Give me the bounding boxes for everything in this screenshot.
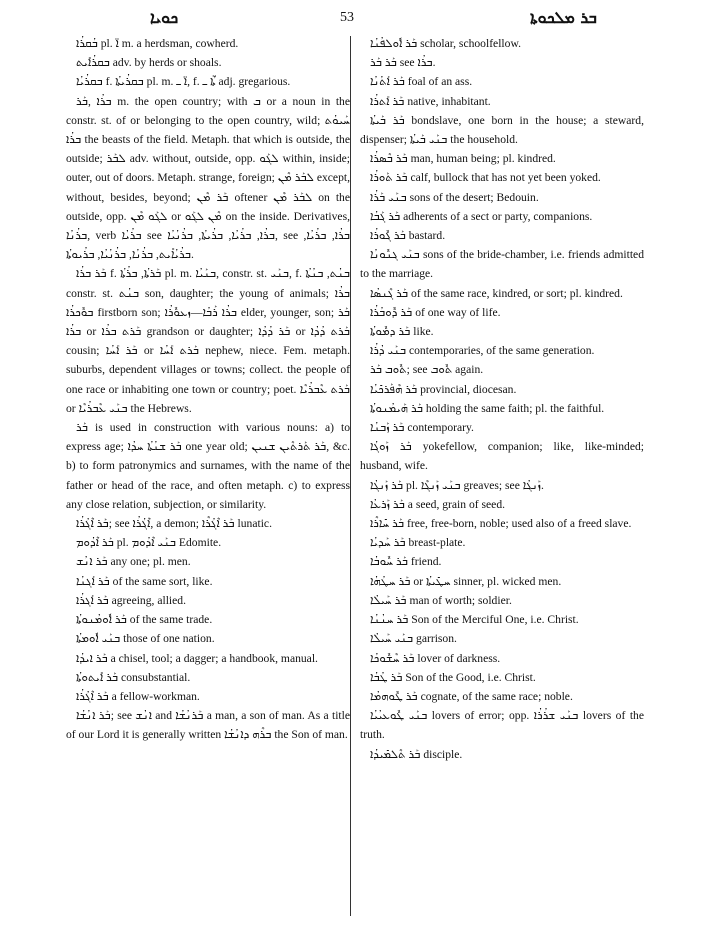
entry: ܒܰܪ ܐܢܳܫ any one; pl. men. bbox=[76, 555, 191, 569]
entry: ܒܰܪ ܕܽܘܒܳܪܳܐ of one way of life. bbox=[370, 305, 501, 319]
entry: ܒܰܪ ܒܰܪ see ܒܪܳܐ. bbox=[370, 56, 436, 70]
entry: ܒܳܩܪܳܐ pl. ܐ̈ m. a herdsman, cowherd. bbox=[76, 37, 239, 50]
entry: ܬܽܘܒ ܒܰܪ; see ܬܽܘܒ again. bbox=[370, 363, 484, 377]
left-column bbox=[66, 34, 350, 745]
entry: ܒܰܪ ܗܰܝܡܳܢܘܬܳܐ holding the same faith; pl. the faithful. bbox=[370, 401, 605, 415]
entry: ܒܩܪܳܝܳܐ f. ܒܩܪܳܝܬܳܐ pl. m. ܐ̈ ـ, f. ܬ̈ܳܐ ـ adj. gregarious. bbox=[76, 75, 291, 89]
entry: ܒܰܪ ܒܰܝܬܳܐ bondslave, one born in the house; a steward, dispenser; ܒܢܰܝ ܒܰܝܬܳܐ the household. bbox=[360, 113, 644, 147]
running-head-right: ܒܪ ܡܠܟܘܬܐ bbox=[530, 8, 597, 27]
entry: ܒܰܪ ܐܺܝܬܘܬܳܐ consubstantial. bbox=[76, 670, 191, 684]
entry: ܒܰܪ ܙܰܪܥܳܐ a seed, grain of seed. bbox=[370, 497, 506, 511]
entry: ܒܰܪ ܬܶܠܡܺܝܕܳܐ disciple. bbox=[370, 747, 463, 761]
entry: ܒܩܪܳܐܺܝܬ adv. by herds or shoals. bbox=[76, 56, 222, 70]
entry: ܒܰܪ ܐܽܘܡܳܢܘܬܳܐ of the same trade. bbox=[76, 613, 213, 627]
entry: ܒܰܪ ܐܶܓܳܪܳܐ; see ܐܶܓܳܪܳܐ, a demon; ܒܰܪ ܐܶܓܳܪܶܐ lunatic. bbox=[76, 517, 272, 531]
entry: ܒܢܰܝ ܐܽܘܡܬܳܐ those of one nation. bbox=[76, 632, 215, 646]
entry: ܒܰܪ ܚܽܘܒܳܐ friend. bbox=[370, 555, 442, 569]
entry: ܒܰܪ ܐܰܓܪܳܐ agreeing, allied. bbox=[76, 593, 186, 607]
entry: ܒܢܰܝ ܚܰܝܠܳܐ garrison. bbox=[370, 632, 457, 646]
entry: ܒܰܪ ܛܳܒܳܐ Son of the Good, i.e. Christ. bbox=[370, 670, 536, 684]
entry: ܒܰܪ ܐܰܬܪܳܐ native, inhabitant. bbox=[370, 94, 491, 108]
entry: ܒܰܪ ܚܰܕܝܳܐ breast-plate. bbox=[370, 536, 466, 550]
right-column bbox=[360, 34, 644, 764]
entry: ܒܰܪ is used in construction with various nouns: a) to express age; ܒܰܪ ܫܢܳܬܳܐ ܚܕܳܐ one year old; ܒܰܪ ܬܰܪܬܶܝܢ ܫܢܝܢ, &c. b) to form patronymics and surnames, with the name of the father or head of the race, and often metaph. c) to express any close relation, subjection, or similarity. bbox=[66, 421, 350, 511]
page-header bbox=[0, 8, 704, 30]
entry: ܒܰܪ ܐܶܓܳܪܳܐ a fellow-workman. bbox=[76, 689, 200, 703]
entry: ܒܰܪ ܐܢܳܫܳܐ; see ܐܢܳܫ and ܒܰܪܢܳܫܳܐ a man, a son of man. As a title of our Lord it is generally written ܒܪܶܗ ܕܐܢܳܫܳܐ the Son of man. bbox=[66, 709, 350, 742]
entry: ܒܰܪ ܬܰܘܪܳܐ calf, bullock that has not yet been yoked. bbox=[370, 171, 601, 185]
column-divider bbox=[350, 36, 351, 916]
entry: ܒܰܪ ܚܛܳܗܳܐ or ܚܛܺܝܬܳܐ sinner, pl. wicked men. bbox=[370, 574, 562, 588]
entry: ܒܰܪ ܐܽܘܠܦܳܢܳܐ scholar, schoolfellow. bbox=[370, 37, 521, 50]
entry: ܒܰܪ ܕܡܽܘܬܳܐ like. bbox=[370, 325, 434, 339]
entry: ܒܰܪ ܛܽܘܗܡܳܐ cognate, of the same race; noble. bbox=[370, 689, 573, 703]
entry: ܒܰܪ ܓܰܒܳܐ adherents of a sect or party, companions. bbox=[370, 209, 593, 223]
entry: ܒܰܪ ܚܺܐܪܶܐ free, free-born, noble; used also of a freed slave. bbox=[370, 517, 632, 531]
entry: ܒܰܪ ܚܰܝܠܳܐ man of worth; soldier. bbox=[370, 593, 512, 607]
entry: ܒܪܳܐ ,ܒܰܪ m. the open country; with ܒ or a noun in the constr. st. of or belonging to the open country, wild; ܚܰܝܘܳܬ ܒܪܳܐ the beasts of the field. Metaph. that which is outside, the outside; ܠܒܰܪ adv. without, outside, opp. ܠܓܰܘ within, inside; outer, out of doors. Metaph. strange, foreign; ܠܒܰܪ ܡܶܢ except, without, besides, beyond; ܒܰܪ ܡܶܢ oftener ܠܒܰܪ ܡܶܢ on the outside, opp. ܠܓܰܘ ܡܶܢ or ܡܶܢ ܠܓܰܘ on the inside. Derivatives, ܒܪܳܢܳܐ, verb ܒܪܳܝܳܐ see ܒܪܳܐ, ܒܪܳܝܳܐ, ܒܪܳܝܬܳܐ, ܒܪܳܢܳܝܳܐ, see ܒܪܳܐ, ܒܪܳܝܳܐ, ܒܪܳܝܳܐܺܝܬ, ܒܪܳܢܳܐ, ܒܪܳܢܳܝܳܐ, ܒܪܳܝܘܬܳܐ. bbox=[66, 94, 351, 262]
entry: ܒܢܰܝ ܓܢܽܘܢܳܐ sons of the bride-chamber, i.e. friends admitted to the marriage. bbox=[360, 248, 644, 281]
entry: ܒܰܪ ܐܰܬܳܢܳܐ foal of an ass. bbox=[370, 75, 473, 89]
entry: ܒܰܪ ܓܽܘܪܳܐ bastard. bbox=[370, 229, 446, 243]
entry: ܒܰܪ ܒܶܣܪܳܐ man, human being; pl. kindred. bbox=[370, 152, 556, 166]
entry: ܒܢܰܝ ܒܰܪܳܐ sons of the desert; Bedouin. bbox=[370, 190, 539, 204]
entry: ܒܢܰܝ ܕܳܪܳܐ contemporaries, of the same generation. bbox=[370, 344, 595, 358]
entry: ܒܰܪ ܒܪܳܐ f. ܒܰܪܬܳܐ, ܒܪܳܬܳܐ pl. m. ܒܢܰܝܳܐ, constr. st. ܒܢܰܝ, f. ܒܢܳܬ, ܒܢܳܬܳܐ constr. st. ܒܢܳܬ son, daughter; the young of animals; ܒܪܳܐ ܒܘܽܟܪܳܐ firstborn son; ܒܪܳܐ ܪܰܒܳܐ—ܙܥܘܽܪܳܐ elder, younger, son; ܒܰܪ ܒܪܳܐ or ܒܰܪܬ ܒܪܳܐ grandson or daughter; ܒܰܪ ܕܳܕܳܐ or ܒܰܪܬ ܕܳܕܳܐ cousin; ܒܰܪ ܐܰܚܳܐ or ܒܰܪܬ ܐܰܚܳܐ nephew, niece. Fem. metaph. suburbs, dependent villages or towns; collect. the people of one race or inhabiting one town or country; poet. ܒܰܪܬ ܥܶܒܪܳܝܶܐ or ܒܢܰܝ ܥܶܒܪܳܝܶܐ the Hebrews. bbox=[66, 267, 351, 415]
entry: ܒܰܪ ܙܰܘܓܳܐ yokefellow, companion; like, like-minded; husband, wife. bbox=[360, 440, 644, 473]
entry: ܒܰܪ ܐܰܓܢܳܐ of the same sort, like. bbox=[76, 574, 213, 588]
entry: ܒܢܰܝ ܛܽܘܥܝܳܝܳܐ lovers of error; opp. ܒܢܰܝ ܫܪܳܪܳܐ lovers of the truth. bbox=[360, 709, 644, 742]
entry: ܒܰܪ ܚܢܳܢܳܐ Son of the Merciful One, i.e. Christ. bbox=[370, 613, 579, 627]
entry: ܒܰܪ ܓܶܢܣܳܐ of the same race, kindred, or sort; pl. kindred. bbox=[370, 286, 623, 300]
entry: ܒܰܪ ܐܝܕܳܐ a chisel, tool; a dagger; a handbook, manual. bbox=[76, 651, 318, 665]
entry: ܒܰܪ ܙܰܢܓܳܐ pl. ܒܢܰܝ ܙܰܢܓܶܐ greaves; see ܙܰܢܓܳܐ. bbox=[370, 478, 544, 492]
entry: ܒܰܪ ܚܶܫܽܘܟܳܐ lover of darkness. bbox=[370, 651, 501, 665]
entry: ܒܰܪ ܗܶܦܰܪܟܺܝܳܐ provincial, diocesan. bbox=[370, 382, 517, 396]
entry: ܒܰܪ ܐܶܕܳܘܡ pl. ܒܢܰܝ ܐܶܕܳܘܡ Edomite. bbox=[76, 536, 222, 550]
running-head-left: ܟܘܝܐ bbox=[150, 8, 179, 27]
entry: ܒܰܪ ܙܰܒܢܳܐ contemporary. bbox=[370, 421, 474, 435]
page-number: 53 bbox=[340, 10, 354, 25]
